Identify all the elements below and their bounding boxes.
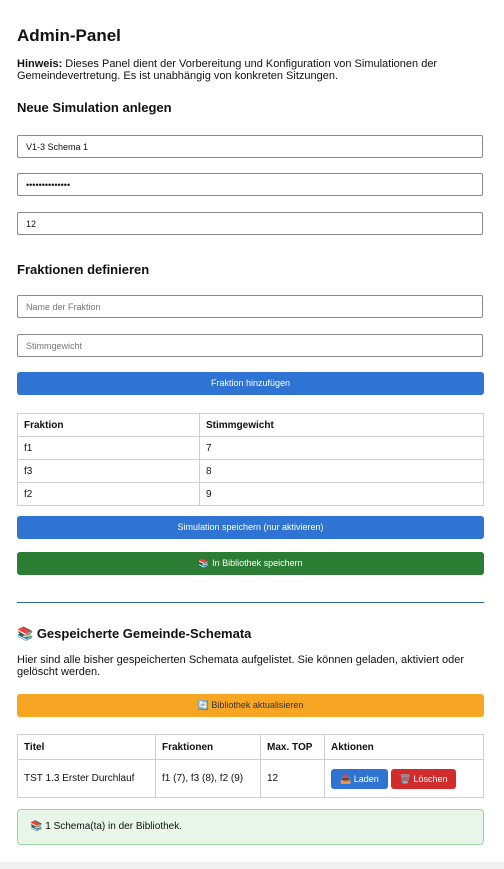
column-header-factions: Fraktionen [156,735,261,760]
faction-name-cell: f3 [18,460,200,483]
table-header-row [18,414,484,437]
delete-schema-button[interactable]: 🗑️ Löschen [391,769,457,789]
library-table [17,734,484,798]
hint-body: Dieses Panel dient der Vorbereitung und Konfiguration von Simulationen der Gemeindevertretung. Es ist unabhängig von konkreten Sitzungen. [17,58,438,82]
max-top-input[interactable] [17,212,483,235]
faction-weight-input[interactable] [17,334,483,357]
faction-weight-cell: 9 [200,483,484,506]
new-simulation-heading: Neue Simulation anlegen [17,100,172,115]
save-simulation-button[interactable]: Simulation speichern (nur aktivieren) [17,516,484,539]
hint-label: Hinweis: [17,58,63,70]
faction-weight-cell: 7 [200,437,484,460]
load-schema-button[interactable]: 📥 Laden [331,769,388,789]
simulation-password-input[interactable] [17,173,483,196]
schema-max-top-cell: 12 [261,760,325,798]
faction-name-cell: f1 [18,437,200,460]
refresh-library-button[interactable]: 🔄 Bibliothek aktualisieren [17,694,484,717]
page-title: Admin-Panel [17,26,121,45]
books-icon: 📚 [30,821,43,832]
table-header-row [18,735,484,760]
column-header-faction: Fraktion [18,414,200,437]
section-divider [17,602,484,603]
schema-actions-cell [325,760,484,798]
add-faction-button[interactable]: Fraktion hinzufügen [17,372,484,395]
column-header-weight: Stimmgewicht [200,414,484,437]
column-header-actions: Aktionen [325,735,484,760]
library-status-text: 1 Schema(ta) in der Bibliothek. [45,821,182,832]
library-status-alert [17,809,484,845]
books-icon: 📚 [17,626,34,641]
faction-name-input[interactable] [17,295,483,318]
factions-table [17,413,484,506]
factions-heading: Fraktionen definieren [17,262,150,277]
table-row [18,760,484,798]
save-to-library-button[interactable]: 📚 In Bibliothek speichern [17,552,484,575]
library-description: Hier sind alle bisher gespeicherten Schemata aufgelistet. Sie können geladen, aktiviert oder gelöscht werden. [17,654,464,678]
column-header-title: Titel [18,735,156,760]
hint-text [17,58,457,82]
schema-title-cell: TST 1.3 Erster Durchlauf [18,760,156,798]
table-row [18,460,484,483]
simulation-title-input[interactable] [17,135,483,158]
column-header-max-top: Max. TOP [261,735,325,760]
library-heading [17,626,251,642]
faction-name-cell: f2 [18,483,200,506]
table-row [18,437,484,460]
faction-weight-cell: 8 [200,460,484,483]
schema-factions-cell: f1 (7), f3 (8), f2 (9) [156,760,261,798]
bottom-edge [0,862,504,869]
library-heading-text: Gespeicherte Gemeinde-Schemata [36,626,252,641]
table-row [18,483,484,506]
